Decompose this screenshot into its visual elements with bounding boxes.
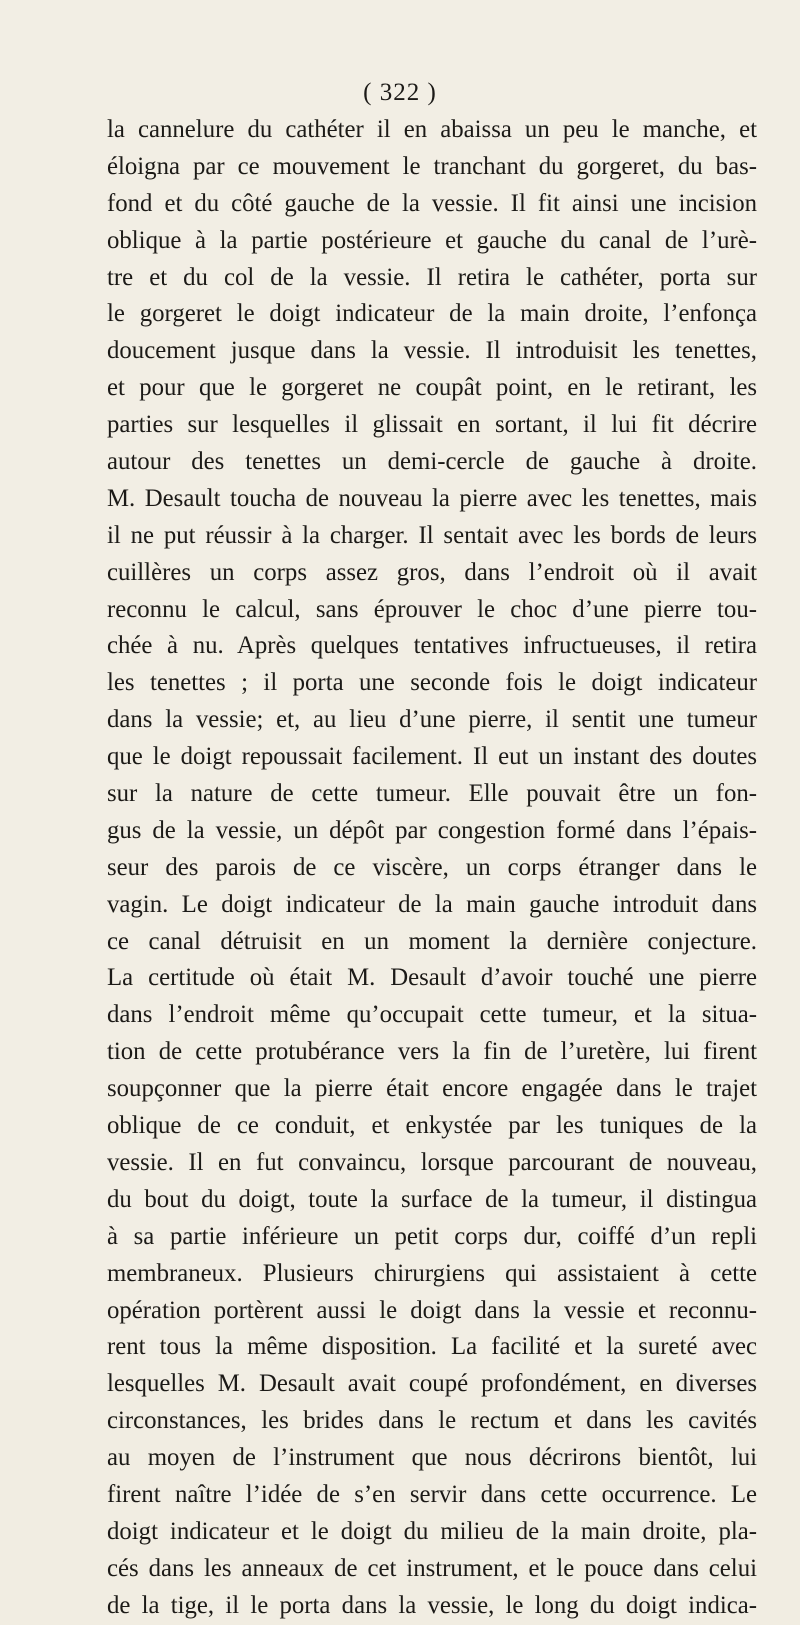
text-line: tion de cette protubérance vers la fin de l’uretère, lui firent (107, 1038, 757, 1066)
text-line: autour des tenettes un demi-cercle de gauche à droite. (107, 448, 757, 476)
text-line: sur la nature de cette tumeur. Elle pouvait être un fon- (107, 780, 757, 808)
text-line: vessie. Il en fut convaincu, lorsque parcourant de nouveau, (107, 1148, 757, 1176)
text-line: seur des parois de ce viscère, un corps étranger dans le (107, 853, 757, 881)
text-line: et pour que le gorgeret ne coupât point, en le retirant, les (107, 374, 757, 402)
text-line: la cannelure du cathéter il en abaissa un peu le manche, et (107, 116, 757, 143)
text-line: gus de la vessie, un dépôt par congestion formé dans l’épais- (107, 816, 757, 844)
text-line: du bout du doigt, toute la surface de la tumeur, il distingua (107, 1185, 757, 1213)
text-line: il ne put réussir à la charger. Il sentait avec les bords de leurs (107, 521, 757, 549)
text-line: éloigna par ce mouvement le tranchant du gorgeret, du bas- (107, 152, 757, 180)
text-line: lesquelles M. Desault avait coupé profondément, en diverses (107, 1370, 757, 1398)
text-line: chée à nu. Après quelques tentatives infructueuses, il retira (107, 632, 757, 660)
text-line: M. Desault toucha de nouveau la pierre avec les tenettes, mais (107, 484, 757, 512)
text-line: La certitude où était M. Desault d’avoir touché une pierre (107, 964, 757, 992)
text-line: de la tige, il le porta dans la vessie, le long du doigt indica- (107, 1591, 757, 1619)
text-line: firent naître l’idée de s’en servir dans cette occurrence. Le (107, 1480, 757, 1508)
text-line: oblique de ce conduit, et enkystée par les tuniques de la (107, 1112, 757, 1140)
page-number: ( 322 ) (363, 79, 437, 106)
text-line: tre et du col de la vessie. Il retira le cathéter, porta sur (107, 263, 757, 291)
text-line: membraneux. Plusieurs chirurgiens qui assistaient à cette (107, 1259, 757, 1287)
text-line: soupçonner que la pierre était encore engagée dans le trajet (107, 1075, 757, 1103)
text-line: que le doigt repoussait facilement. Il eut un instant des doutes (107, 743, 757, 771)
text-line: ce canal détruisit en un moment la dernière conjecture. (107, 927, 757, 955)
text-line: le gorgeret le doigt indicateur de la main droite, l’enfonça (107, 300, 757, 328)
body-text (107, 112, 757, 1625)
text-line: doigt indicateur et le doigt du milieu de la main droite, pla- (107, 1517, 757, 1545)
text-line: rent tous la même disposition. La facilité et la sureté avec (107, 1333, 757, 1361)
text-line: oblique à la partie postérieure et gauche du canal de l’urè- (107, 226, 757, 254)
text-line: cés dans les anneaux de cet instrument, et le pouce dans celui (107, 1554, 757, 1582)
text-line: cuillères un corps assez gros, dans l’endroit où il avait (107, 558, 757, 586)
text-line: à sa partie inférieure un petit corps dur, coiffé d’un repli (107, 1222, 757, 1250)
text-line: reconnu le calcul, sans éprouver le choc d’une pierre tou- (107, 595, 757, 623)
text-line: vagin. Le doigt indicateur de la main gauche introduit dans (107, 890, 757, 918)
text-line: au moyen de l’instrument que nous décrirons bientôt, lui (107, 1444, 757, 1472)
text-line: opération portèrent aussi le doigt dans la vessie et reconnu- (107, 1296, 757, 1324)
text-line: fond et du côté gauche de la vessie. Il fit ainsi une incision (107, 189, 757, 217)
text-line: circonstances, les brides dans le rectum et dans les cavités (107, 1407, 757, 1435)
text-line: parties sur lesquelles il glissait en sortant, il lui fit décrire (107, 411, 757, 439)
text-line: les tenettes ; il porta une seconde fois le doigt indicateur (107, 669, 757, 697)
text-line: dans la vessie; et, au lieu d’une pierre, il sentit une tumeur (107, 706, 757, 734)
text-line: dans l’endroit même qu’occupait cette tumeur, et la situa- (107, 1001, 757, 1029)
text-line: doucement jusque dans la vessie. Il introduisit les tenettes, (107, 337, 757, 365)
